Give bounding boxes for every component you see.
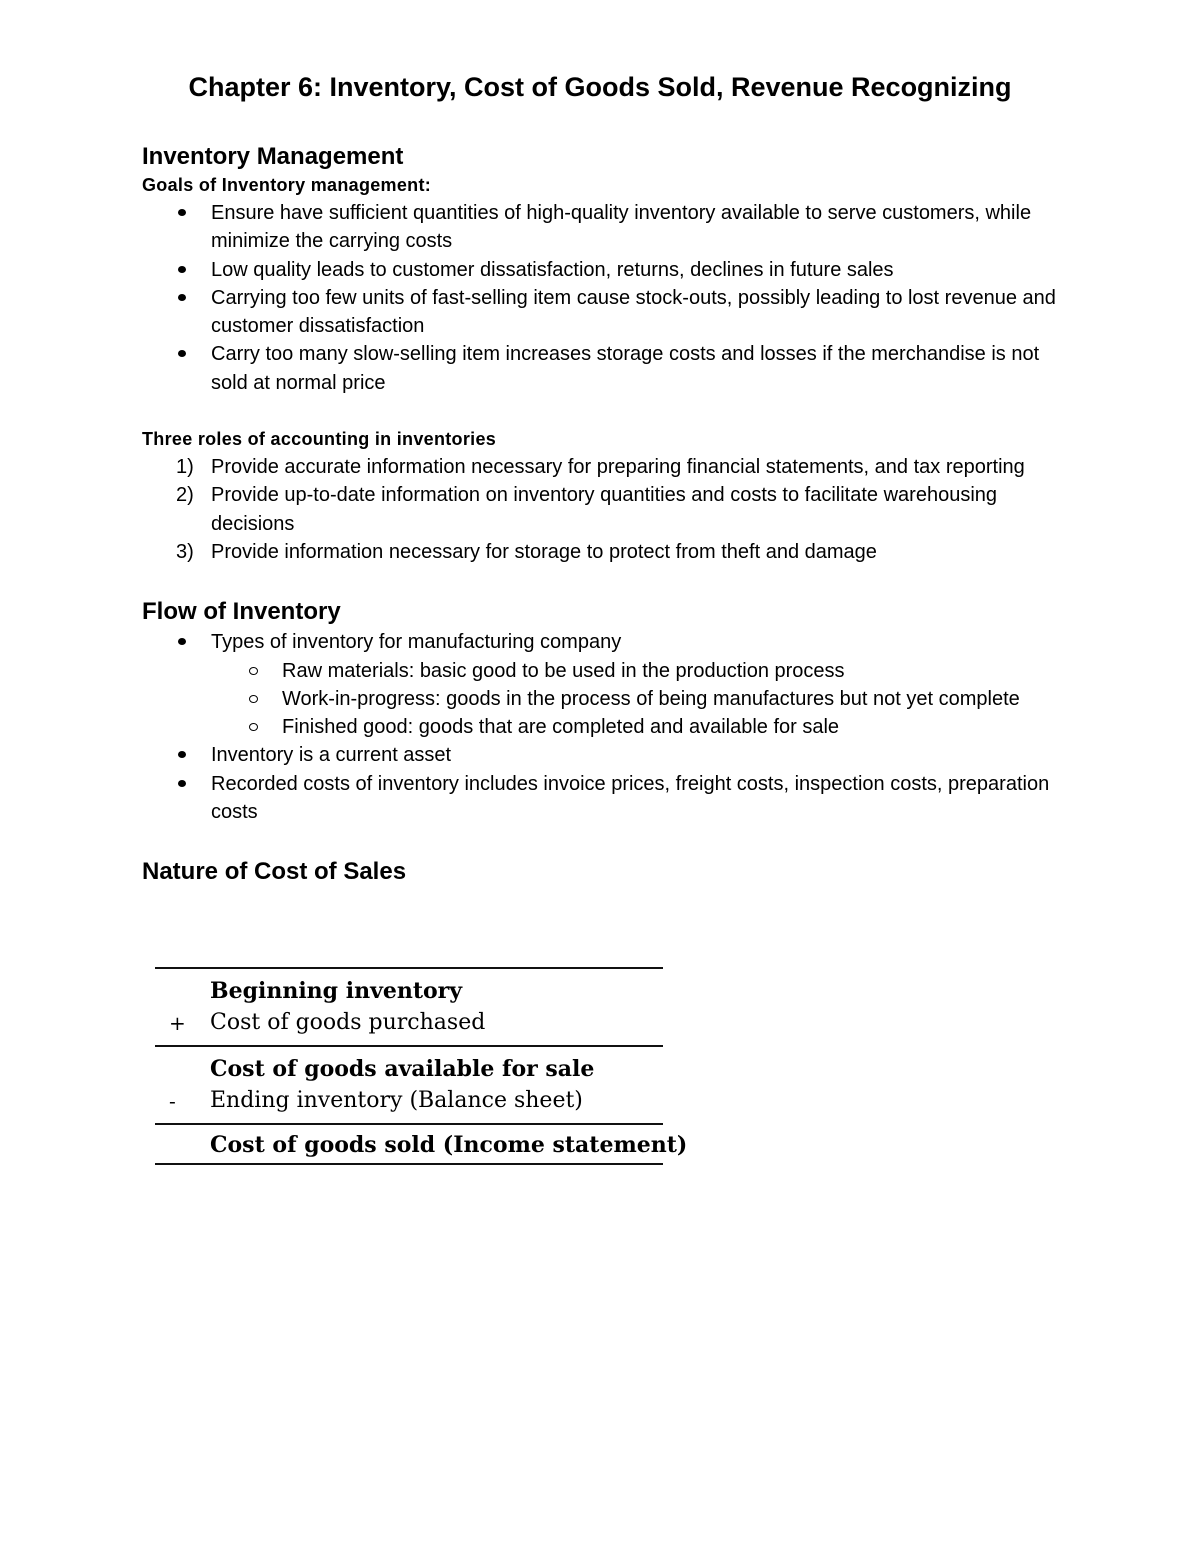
table-rule (155, 1163, 663, 1165)
goals-heading: Goals of Inventory management: (142, 175, 432, 195)
document-body (142, 141, 1062, 888)
bullet-icon (178, 209, 186, 216)
hollow-bullet-icon (249, 723, 258, 731)
list-item: Carrying too few units of fast-selling item cause stock-outs, possibly leading to lost revenue and customer dissatisfaction (142, 284, 1062, 341)
list-item: 3) Provide information necessary for storage to protect from theft and damage (176, 540, 877, 563)
table-row: Cost of goods available for sale (210, 1056, 595, 1082)
roles-list (142, 453, 1062, 566)
table-row: + Cost of goods purchased (169, 1010, 486, 1035)
page-title: Chapter 6: Inventory, Cost of Goods Sold, Revenue Recognizing (188, 72, 1012, 102)
section-heading-inventory-management: Inventory Management (142, 143, 404, 170)
table-row: - Ending inventory (Balance sheet) (169, 1088, 583, 1113)
list-item: Low quality leads to customer dissatisfaction, returns, declines in future sales (142, 256, 1062, 284)
table-row: Cost of goods sold (Income statement) (210, 1132, 688, 1158)
sub-list-item: Work-in-progress: goods in the process of being manufactures but not yet complete (142, 685, 1062, 713)
bullet-icon (178, 350, 186, 357)
bullet-icon (178, 638, 186, 645)
list-item: Carry too many slow-selling item increases storage costs and losses if the merchandise is not sold at normal price (142, 340, 1062, 397)
hollow-bullet-icon (249, 667, 258, 675)
bullet-icon (178, 294, 186, 301)
list-item: Inventory is a current asset (142, 741, 1062, 769)
section-heading-flow-of-inventory: Flow of Inventory (142, 598, 341, 626)
sub-list-item: Finished good: goods that are completed and available for sale (142, 713, 1062, 741)
goals-list (142, 199, 1062, 397)
list-item: Types of inventory for manufacturing company (142, 628, 1062, 656)
roles-heading: Three roles of accounting in inventories (142, 429, 497, 450)
section-heading-cost-of-sales: Nature of Cost of Sales (142, 858, 407, 886)
bullet-icon (178, 266, 186, 273)
list-item: Ensure have sufficient quantities of high-quality inventory available to serve customers, while minimize the carrying costs (142, 199, 1062, 256)
hollow-bullet-icon (249, 695, 258, 703)
list-item: 2) Provide up-to-date information on inventory quantities and costs to facilitate warehousing decisions (176, 484, 998, 535)
sub-list-item: Raw materials: basic good to be used in the production process (142, 657, 1062, 685)
list-item: Recorded costs of inventory includes invoice prices, freight costs, inspection costs, preparation costs (142, 770, 1062, 827)
bullet-icon (178, 780, 186, 787)
flow-list (142, 628, 1062, 826)
table-row: Beginning inventory (210, 978, 463, 1004)
bullet-icon (178, 751, 186, 758)
cost-of-sales-table (155, 967, 688, 1165)
list-item: 1) Provide accurate information necessary for preparing financial statements, and tax reporting (176, 456, 1025, 479)
